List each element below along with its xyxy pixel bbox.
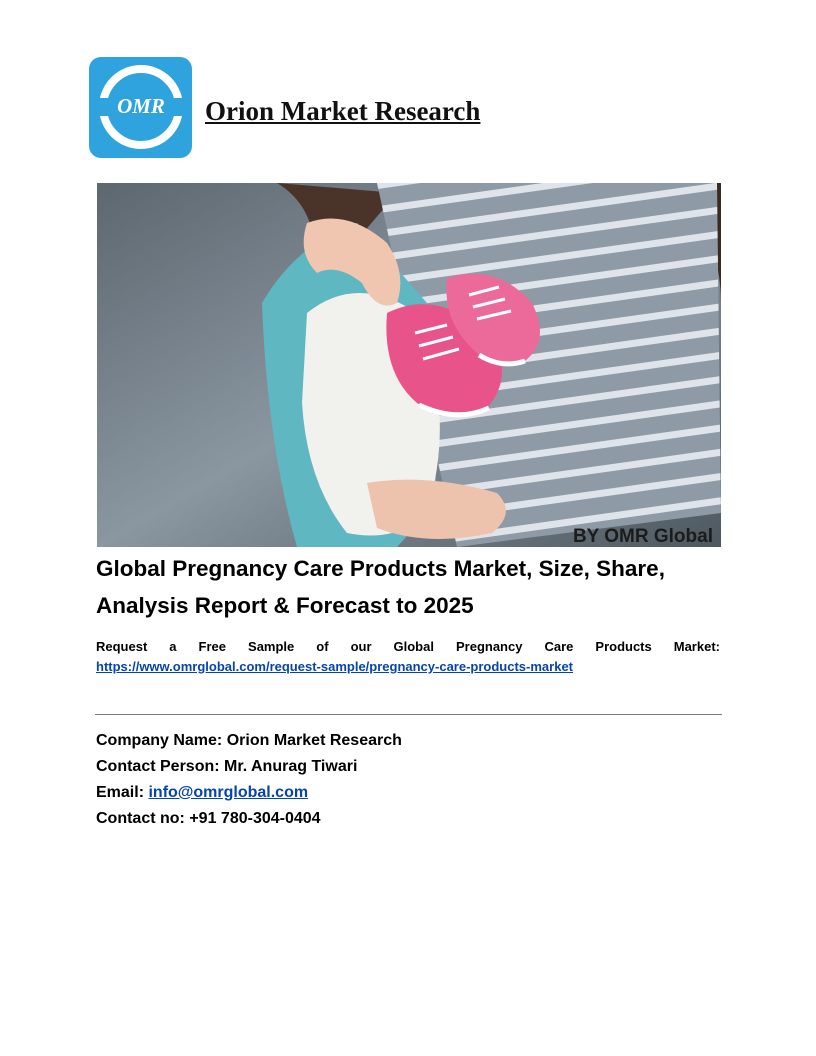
email-line bbox=[96, 782, 308, 804]
person-label: Contact Person: bbox=[96, 758, 220, 775]
request-sample-link[interactable]: https://www.omrglobal.com/request-sample/pregnancy-care-products-market bbox=[96, 659, 574, 674]
company-line bbox=[96, 730, 402, 752]
contact-person-line bbox=[96, 756, 357, 778]
phone-line bbox=[96, 808, 321, 830]
request-sample-text: Request a Free Sample of our Global Pregnancy Care Products Market: bbox=[96, 639, 720, 654]
email-label: Email: bbox=[96, 784, 145, 801]
company-label: Company Name: bbox=[96, 732, 223, 749]
person-value: Mr. Anurag Tiwari bbox=[224, 758, 358, 775]
logo-text: OMR bbox=[117, 94, 165, 118]
phone-value: +91 780-304-0404 bbox=[189, 810, 321, 827]
email-link[interactable]: info@omrglobal.com bbox=[148, 784, 309, 801]
brand-name[interactable]: Orion Market Research bbox=[205, 96, 481, 126]
company-value: Orion Market Research bbox=[226, 732, 402, 749]
omr-logo-emblem bbox=[96, 62, 186, 152]
hero-watermark: BY OMR Global bbox=[572, 526, 713, 547]
phone-label: Contact no: bbox=[96, 810, 185, 827]
hero-photo bbox=[97, 183, 721, 547]
report-title: Global Pregnancy Care Products Market, Size, Share, Analysis Report & Forecast to 2025 bbox=[96, 556, 665, 618]
divider bbox=[95, 714, 722, 715]
